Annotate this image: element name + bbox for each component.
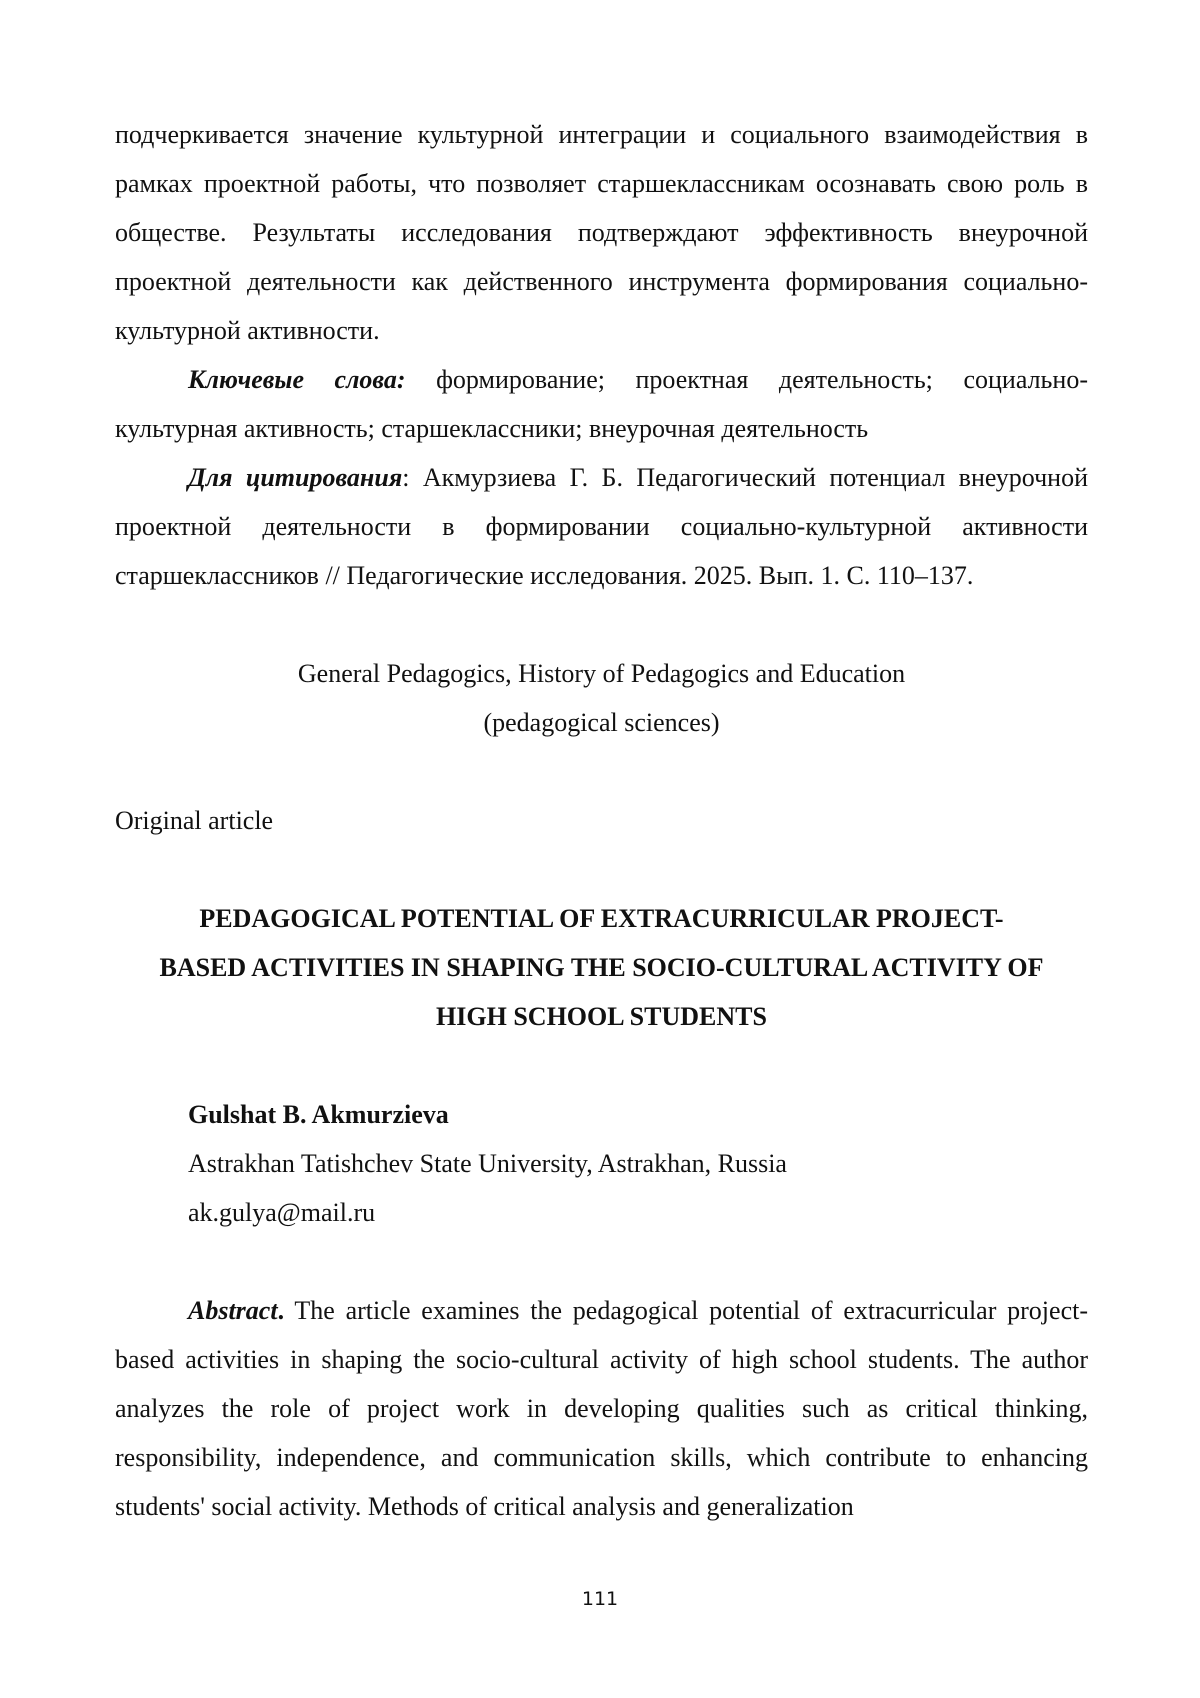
abstract-label-dot: .	[277, 1296, 285, 1325]
russian-abstract-continuation: подчеркивается значение культурной интеграции и социального взаимодействия в рамках проектной работы, что позволяет старшеклассникам осознавать свою роль в обществе. Результаты исследования подтверждают эффективность внеурочной проектной деятельности как действенного инструмента формирования социально-культурной активности.	[115, 120, 1088, 345]
title-line-3: HIGH SCHOOL STUDENTS	[436, 1002, 767, 1031]
keywords-paragraph	[115, 355, 1088, 453]
author-affiliation: Astrakhan Tatishchev State University, Astrakhan, Russia	[188, 1149, 787, 1178]
article-type: Original article	[115, 806, 274, 835]
page-content	[115, 110, 1088, 1531]
rubric-line-2: (pedagogical sciences)	[483, 708, 720, 737]
citation-paragraph	[115, 453, 1088, 600]
keywords-text: формирование; проектная деятельность; социально-культурная активность; старшеклассники; внеурочная деятельность	[115, 365, 1088, 443]
abstract-paragraph	[115, 1286, 1088, 1531]
citation-text: : Акмурзиева Г. Б. Педагогический потенциал внеурочной проектной деятельности в формировании социально-культурной активности старшеклассников // Педагогические исследования. 2025. Вып. 1. С. 110–137.	[115, 463, 1088, 590]
keywords-label: Ключевые слова:	[188, 365, 406, 394]
author-email[interactable]: ak.gulya@mail.ru	[188, 1198, 376, 1227]
title-line-1: PEDAGOGICAL POTENTIAL OF EXTRACURRICULAR PROJECT-	[199, 904, 1004, 933]
abstract-text: The article examines the pedagogical potential of extracurricular project-based activities in shaping the socio-cultural activity of high school students. The author analyzes the role of project work in developing qualities such as critical thinking, responsibility, independence, and communication skills, which contribute to enhancing students' social activity. Methods of critical analysis and generalization	[115, 1296, 1088, 1521]
citation-label: Для цитирования	[188, 463, 403, 492]
article-title	[115, 894, 1088, 1041]
page-number: 111	[581, 1588, 619, 1610]
author-block	[115, 1090, 1088, 1237]
title-line-2: BASED ACTIVITIES IN SHAPING THE SOCIO-CULTURAL ACTIVITY OF	[159, 953, 1044, 982]
rubric-block	[115, 649, 1088, 747]
author-name: Gulshat B. Akmurzieva	[188, 1100, 449, 1129]
rubric-line-1: General Pedagogics, History of Pedagogics and Education	[297, 659, 906, 688]
abstract-label: Abstract	[188, 1296, 278, 1325]
